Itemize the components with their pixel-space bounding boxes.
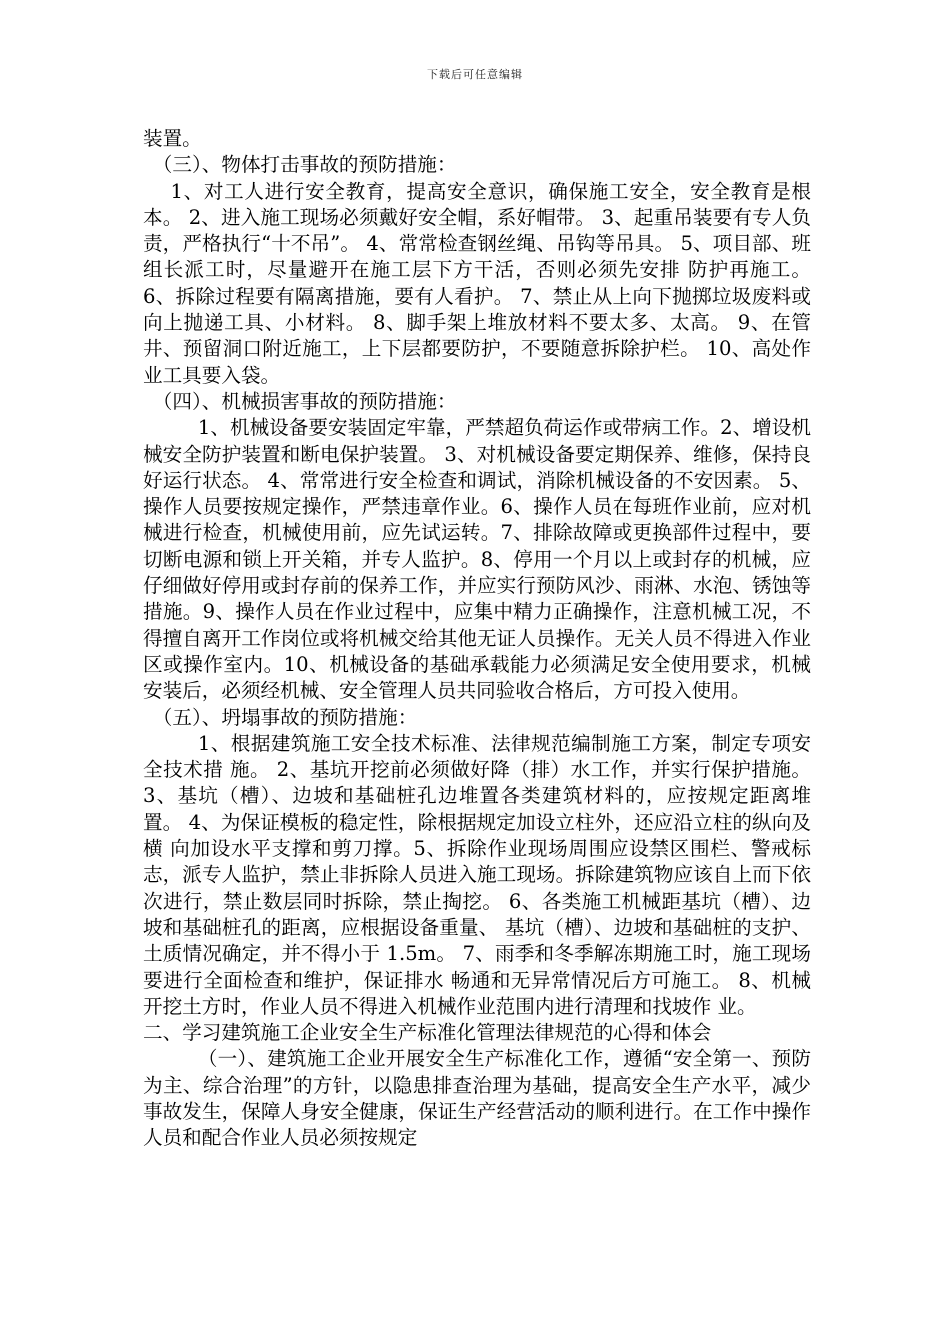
paragraph-standardization-1: （一）、建筑施工企业开展安全生产标准化工作，遵循“安全第一、预防为主、综合治理”的方针，以隐患排查治理为基础，提高安全生产水平，减少事故发生，保障人身安全健康，保证生产经营活动的顺利进行。在工作中操作人员和配合作业人员必须按规定 (143, 1047, 811, 1150)
section-heading-4: （四）、机械损害事故的预防措施： (152, 389, 457, 413)
paragraph-continuation: 装置。 (143, 127, 202, 150)
section-heading-3: （三）、物体打击事故的预防措施： (152, 153, 457, 177)
section-heading-5: （五）、坍塌事故的预防措施： (152, 705, 418, 729)
document-body (143, 126, 811, 1152)
page-header: 下载后可任意编辑 (427, 68, 523, 81)
section-heading-part-2: 二、学习建筑施工企业安全生产标准化管理法律规范的心得和体会 (143, 1021, 712, 1045)
paragraph-object-strike-measures: 1、对工人进行安全教育，提高安全意识，确保施工安全，安全教育是根本。 2、进入施工现场必须戴好安全帽，系好帽带。 3、起重吊装要有专人负责，严格执行“十不吊”。 4、常常检查钢丝绳、吊钩等吊具。 5、项目部、班组长派工时，尽量避开在施工层下方干活，否则必须先安排 防护再施工。 6、拆除过程要有隔离措施，要有人看护。 7、禁止从上向下抛掷垃圾废料或向上抛递工具、小材料。 8、脚手架上堆放材料不要太多、太高。 9、在管井、预留洞口附近施工，上下层都要防护，不要随意拆除护栏。 10、高处作业工具要入袋。 (143, 179, 811, 387)
paragraph-collapse-measures: 1、根据建筑施工安全技术标准、法律规范编制施工方案，制定专项安全技术措 施。 2、基坑开挖前必须做好降（排）水工作，并实行保护措施。 3、基坑（槽）、边坡和基础桩孔边堆置各类建筑材料的，应按规定距离堆置。 4、为保证模板的稳定性，除根据规定加设立柱外，还应沿立柱的纵向及横 向加设水平支撑和剪刀撑。5、拆除作业现场周围应设禁区围栏、警戒标志，派专人监护，禁止非拆除人员进入施工现场。拆除建筑物应该自上而下依次进行，禁止数层同时拆除，禁止掏挖。 6、各类施工机械距基坑（槽）、边坡和基础桩孔的距离，应根据设备重量、 基坑（槽）、边坡和基础桩的支护、土质情况确定，并不得小于 1.5m。 7、雨季和冬季解冻期施工时，施工现场要进行全面检查和维护，保证排水 畅通和无异常情况后方可施工。 8、机械开挖土方时，作业人员不得进入机械作业范围内进行清理和找坡作 业。 (143, 731, 811, 1018)
paragraph-machinery-measures: 1、机械设备要安装固定牢靠，严禁超负荷运作或带病工作。2、增设机械安全防护装置和断电保护装置。 3、对机械设备要定期保养、维修，保持良好运行状态。 4、常常进行安全检查和调试，消除机械设备的不安因素。 5、操作人员要按规定操作，严禁违章作业。6、操作人员在每班作业前，应对机械进行检查，机械使用前，应先试运转。7、排除故障或更换部件过程中，要切断电源和锁上开关箱，并专人监护。8、停用一个月以上或封存的机械，应仔细做好停用或封存前的保养工作，并应实行预防风沙、雨淋、水泡、锈蚀等措施。9、操作人员在作业过程中，应集中精力正确操作，注意机械工况，不得擅自离开工作岗位或将机械交给其他无证人员操作。无关人员不得进入作业区或操作室内。10、机械设备的基础承载能力必须满足安全使用要求，机械安装后，必须经机械、安全管理人员共同验收合格后，方可投入使用。 (143, 416, 811, 703)
